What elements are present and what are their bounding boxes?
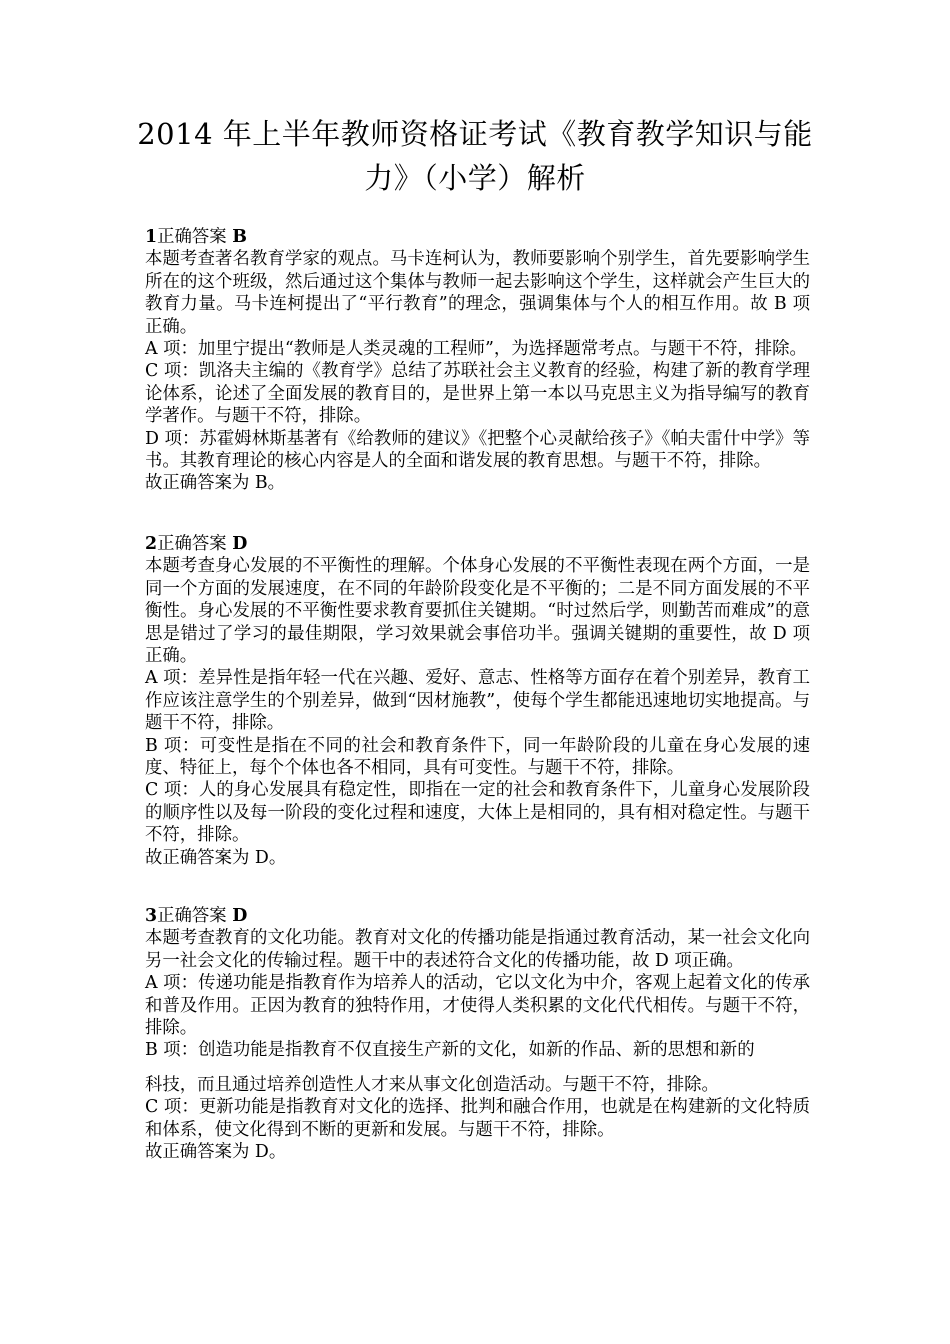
question-number: 2 [145,533,158,554]
explanation-paragraph: 本题考查身心发展的不平衡性的理解。个体身心发展的不平衡性表现在两个方面，一是同一个方面的发展速度，在不同的年龄阶段变化是不平衡的；二是不同方面发展的不平衡性。身心发展的不平衡性要求教育要抓住关键期。“时过然后学，则勤苦而难成”的意思是错过了学习的最佳期限，学习效果就会事倍功半。强调关键期的重要性，故 D 项正确。 [145,556,810,666]
answer-heading [145,226,810,248]
title-line-1: 2014 年上半年教师资格证考试《教育教学知识与能 [137,117,813,151]
option-a-analysis: A 项：差异性是指年轻一代在兴趣、爱好、意志、性格等方面存在着个别差异，教育工作应该注意学生的个别差异，做到“因材施教”，使每个学生都能迅速地切实地提高。与题干不符，排除。 [145,668,810,734]
option-a-analysis: A 项：传递功能是指教育作为培养人的活动，它以文化为中介，客观上起着文化的传承和普及作用。正因为教育的独特作用，才使得人类积累的文化代代相传。与题干不符，排除。 [145,973,810,1038]
answer-label: 正确答案 [157,905,227,926]
question-3 [145,905,810,1163]
option-b-analysis: B 项：可变性是指在不同的社会和教育条件下，同一年龄阶段的儿童在身心发展的速度、特征上，每个个体也各不相同，具有可变性。与题干不符，排除。 [145,735,810,778]
answer-heading [145,905,810,927]
question-number: 1 [145,227,158,247]
question-number: 3 [145,905,158,926]
option-c-analysis: C 项：更新功能是指教育对文化的选择、批判和融合作用，也就是在构建新的文化特质和体系，使文化得到不断的更新和发展。与题干不符，排除。 [145,1097,810,1140]
option-b-analysis-continued: 科技，而且通过培养创造性人才来从事文化创造活动。与题干不符，排除。 [145,1074,719,1095]
conclusion: 故正确答案为 D。 [145,847,287,868]
option-c-analysis: C 项：凯洛夫主编的《教育学》总结了苏联社会主义教育的经验，构建了新的教育学理论体系，论述了全面发展的教育目的，是世界上第一本以马克思主义为指导编写的教育学著作。与题干不符，排除。 [145,361,810,427]
answer-letter: D [232,905,248,926]
option-d-analysis: D 项：苏霍姆林斯基著有《给教师的建议》《把整个心灵献给孩子》《帕夫雷什中学》等书。其教育理论的核心内容是人的全面和谐发展的教育思想。与题干不符，排除。 [145,428,810,472]
conclusion: 故正确答案为 B。 [145,473,286,494]
title-line-2: 力》（小学）解析 [364,161,586,195]
document-body [145,226,810,1163]
explanation-paragraph: 本题考查教育的文化功能。教育对文化的传播功能是指通过教育活动，某一社会文化向另一社会文化的传输过程。题干中的表述符合文化的传播功能，故 D 项正确。 [145,928,810,971]
answer-letter: D [232,533,248,554]
answer-label: 正确答案 [157,227,227,247]
question-1 [145,226,810,495]
question-2 [145,533,810,869]
option-b-analysis: B 项：创造功能是指教育不仅直接生产新的文化，如新的作品、新的思想和新的 [145,1040,755,1061]
answer-heading [145,533,810,555]
option-a-analysis: A 项：加里宁提出“教师是人类灵魂的工程师”，为选择题常考点。与题干不符，排除。 [145,339,807,360]
explanation-paragraph: 本题考查著名教育学家的观点。马卡连柯认为，教师要影响个别学生，首先要影响学生所在的这个班级，然后通过这个集体与教师一起去影响这个学生，这样就会产生巨大的教育力量。马卡连柯提出了“平行教育”的理念，强调集体与个人的相互作用。故 B 项正确。 [145,249,810,337]
option-c-analysis: C 项：人的身心发展具有稳定性，即指在一定的社会和教育条件下，儿童身心发展阶段的顺序性以及每一阶段的变化过程和速度，大体上是相同的，具有相对稳定性。与题干不符，排除。 [145,780,810,846]
answer-label: 正确答案 [157,533,227,554]
document-title [120,112,830,200]
answer-letter: B [232,227,247,247]
conclusion: 故正确答案为 D。 [145,1142,287,1163]
